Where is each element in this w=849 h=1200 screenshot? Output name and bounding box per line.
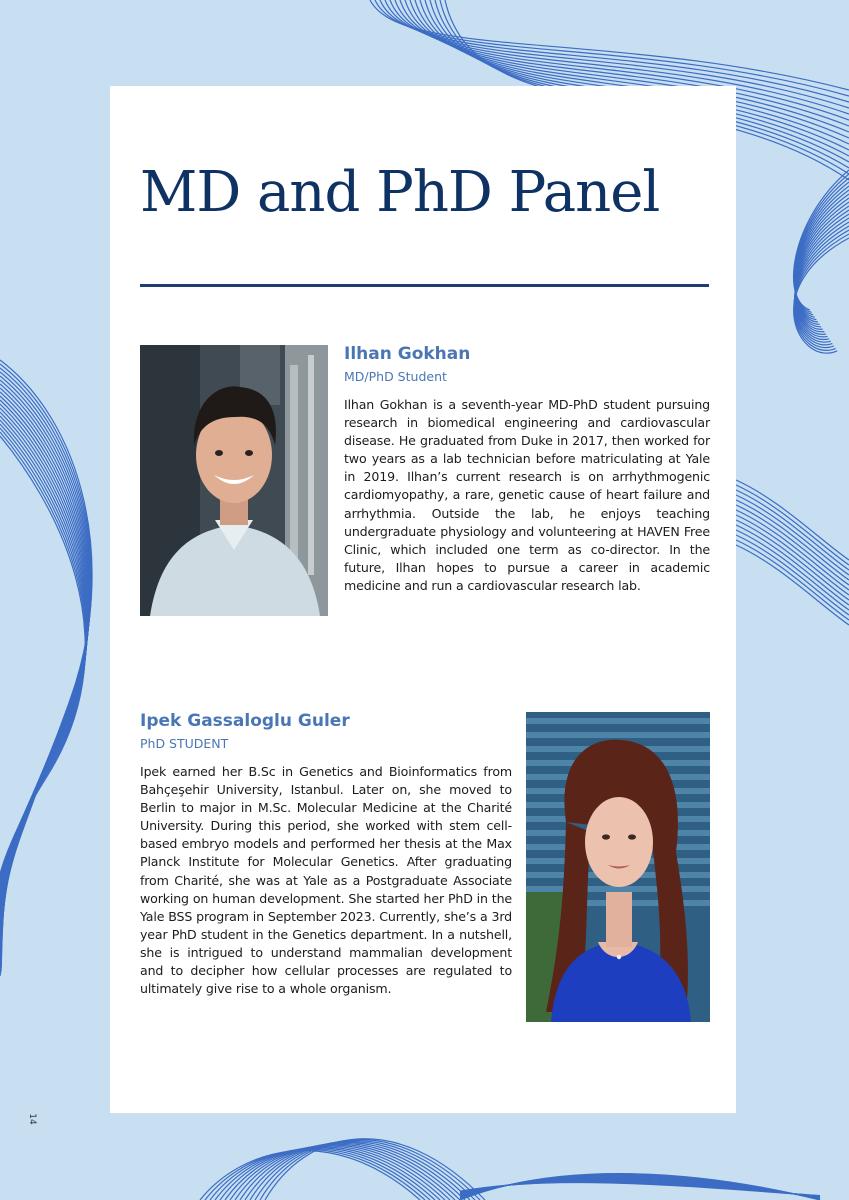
profile-bio: Ipek earned her B.Sc in Genetics and Bioinformatics from Bahçeşehir University, Istanbul. Later on, she moved to Berlin to major in M.Sc. Molecular Medicine at the Charité University. During this period, she worked with stem cell-based embryo models and performed her thesis at the Max Planck Institute for Molecular Genetics. After graduating from Charité, she was at Yale as a Postgraduate Associate working on human development. She started her PhD in the Yale BSS program in September 2023. Currently, she’s a 3rd year PhD student in the Genetics department. In a nutshell, she is intrigued to understand mammalian development and to decipher how cellular processes are regulated to ultimately give rise to a whole organism. bbox=[140, 764, 512, 997]
page-number: 14 bbox=[27, 1113, 37, 1125]
wave-line bbox=[205, 1150, 425, 1200]
profile-photo-ilhan-gokhan bbox=[140, 345, 328, 616]
wave-line bbox=[375, 0, 849, 96]
profile-role: PhD STUDENT bbox=[140, 736, 229, 751]
portrait-photo-icon bbox=[140, 345, 328, 616]
profile-name: Ipek Gassaloglu Guler bbox=[140, 711, 350, 731]
profile-name: Ilhan Gokhan bbox=[344, 344, 471, 364]
profile-bio: Ilhan Gokhan is a seventh-year MD-PhD student pursuing research in biomedical engineering and cardiovascular disease. He graduated from Duke in 2017, then worked for two years as a lab technician before matriculating at Yale in 2019. Ilhan’s current research is on arrhythmogenic cardiomyopathy, a rare, genetic cause of heart failure and arrhythmia. Outside the lab, he enjoys teaching undergraduate physiology and volunteering at HAVEN Free Clinic, which included one term as co-director. In the future, Ilhan hopes to pursue a career in academic medicine and run a cardiovascular research lab. bbox=[344, 397, 710, 593]
profile-role: MD/PhD Student bbox=[344, 369, 447, 384]
wave-line bbox=[210, 1149, 430, 1200]
window-blind-slat bbox=[526, 732, 710, 738]
wave-line bbox=[0, 416, 87, 956]
page-title: MD and PhD Panel bbox=[140, 160, 660, 225]
profile-photo-ipek-gassaloglu-guler bbox=[526, 712, 710, 1022]
title-divider bbox=[140, 284, 709, 287]
window-blind-slat bbox=[526, 718, 710, 724]
portrait-photo-icon bbox=[526, 712, 710, 1022]
wave-line bbox=[200, 1151, 420, 1200]
